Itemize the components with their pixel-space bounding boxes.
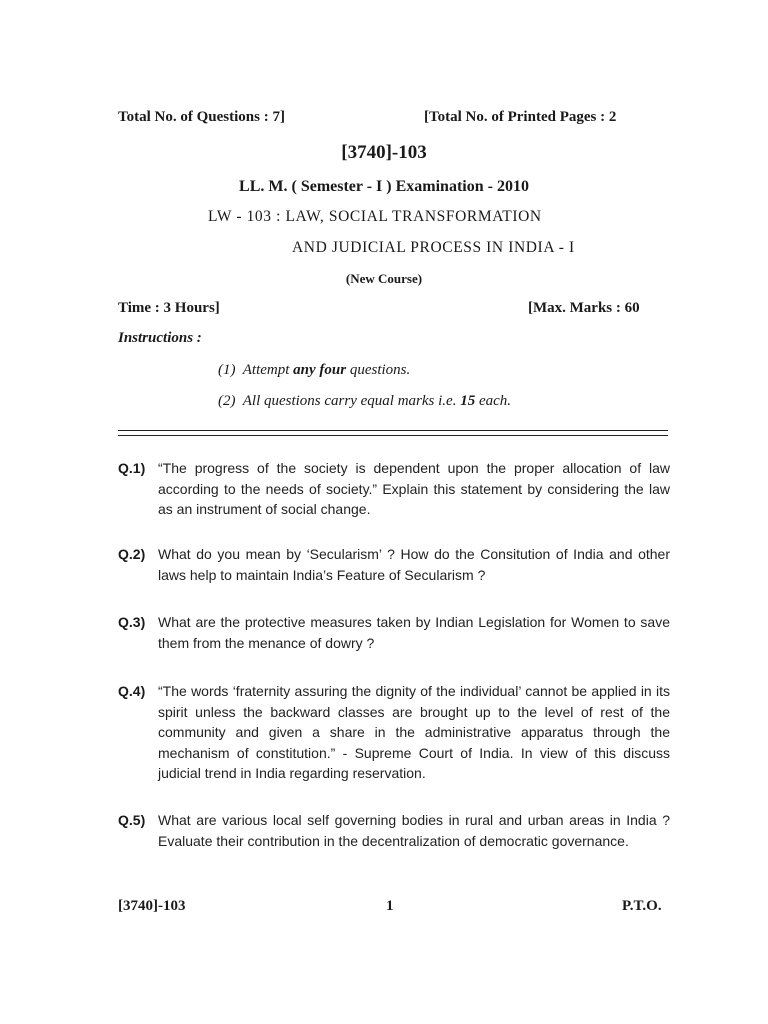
instruction-item [218, 393, 511, 410]
question-number: Q.1) [118, 460, 146, 476]
instruction-number: (1) [218, 362, 236, 378]
question-item [118, 681, 670, 784]
question-text: “The progress of the society is dependent upon the proper allocation of law according to the needs of society.” Explain this statement by considering the law as an instrument of social change. [158, 460, 670, 517]
pto-label: P.T.O. [622, 898, 662, 914]
question-item [118, 458, 670, 520]
question-text: What do you mean by ‘Secularism’ ? How do the Consitution of India and other laws help to maintain India’s Feature of Secularism ? [158, 546, 670, 583]
course-label: (New Course) [345, 271, 423, 286]
question-number: Q.3) [118, 614, 146, 630]
instruction-item [218, 362, 410, 379]
footer-paper-code: [3740]-103 [118, 898, 186, 914]
question-number: Q.2) [118, 546, 146, 562]
divider-rule [118, 430, 668, 431]
exam-title: LL. M. ( Semester - I ) Examination - 2010 [239, 178, 529, 195]
question-text: What are various local self governing bodies in rural and urban areas in India ? Evaluate their contribution in the decentralization of democratic governance. [158, 812, 670, 849]
instruction-text: All questions carry equal marks i.e. [242, 393, 457, 409]
page-number: 1 [386, 898, 394, 914]
instruction-text: Attempt [242, 362, 290, 378]
max-marks: [Max. Marks : 60 [528, 300, 640, 316]
instruction-text: questions. [349, 362, 411, 378]
question-number: Q.4) [118, 683, 146, 699]
total-questions: Total No. of Questions : 7] [118, 109, 285, 125]
instruction-text: each. [478, 393, 512, 409]
instructions-label: Instructions : [118, 330, 202, 346]
divider-rule [118, 435, 668, 436]
question-item [118, 612, 670, 653]
instruction-emphasis: 15 [460, 393, 476, 409]
total-printed-pages: [Total No. of Printed Pages : 2 [424, 109, 617, 125]
question-item [118, 544, 670, 585]
question-text: “The words ‘fraternity assuring the dignity of the individual’ cannot be applied in its spirit unless the backward classes are brought up to the level of rest of the community and given a share in the administrative apparatus through the mechanism of constitution.” - Supreme Court of India. In view of this discuss judicial trend in India regarding reservation. [158, 683, 670, 781]
instruction-number: (2) [218, 393, 236, 409]
time-label: Time : 3 Hours] [118, 300, 220, 316]
paper-code: [3740]-103 [341, 142, 427, 163]
question-item [118, 810, 670, 851]
subject-line-1: LW - 103 : LAW, SOCIAL TRANSFORMATION [208, 208, 542, 225]
question-text: What are the protective measures taken by Indian Legislation for Women to save them from the menance of dowry ? [158, 614, 670, 651]
subject-line-2: AND JUDICIAL PROCESS IN INDIA - I [292, 239, 575, 256]
instruction-emphasis: any four [293, 362, 347, 378]
question-number: Q.5) [118, 812, 146, 828]
